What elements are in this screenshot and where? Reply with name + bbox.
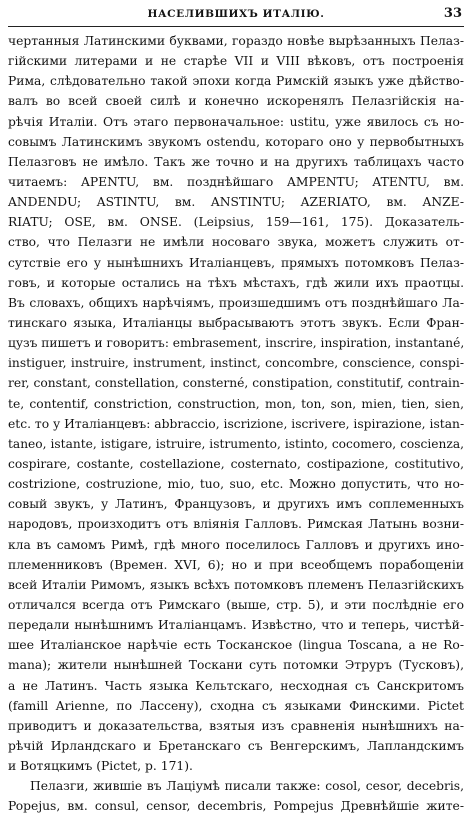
- text-line: rer, constant, constellation, consterné, constipation, constitutif, contrain-: [8, 376, 464, 391]
- text-line: читаемъ: APENTU, вм. позднѣйшаго AMPENTU; ATENTU, вм.: [8, 174, 464, 189]
- text-line: Пелазги, жившіе въ Лаціумѣ писали также: cosol, cesor, decebris,: [30, 779, 464, 794]
- text-line: тинскаго языка, Италіанцы выбрасываютъ этотъ звукъ. Если Фран-: [8, 315, 464, 330]
- text-line: отличался всегда отъ Римскаго (выше, стр. 5), и эти послѣдніе его: [8, 597, 464, 612]
- text-line: и Вотяцкимъ (Pictet, p. 171).: [8, 759, 193, 774]
- text-line: говъ, и которые остались на тѣхъ мѣстахъ, гдѣ жили ихъ праотцы.: [8, 275, 464, 290]
- text-line: сутствіе его у нынѣшнихъ Италіанцевъ, прямыхъ потомковъ Пелаз-: [8, 255, 464, 270]
- text-line: etc. то у Италіанцевъ: abbraccio, iscrizione, iscrivere, ispirazione, istan-: [8, 416, 465, 431]
- text-line: а не Латинъ. Часть языка Кельтскаго, несходная съ Санскритомъ: [8, 678, 464, 693]
- text-line: ство, что Пелазги не имѣли носоваго звука, можетъ служить от-: [8, 235, 464, 250]
- page-number: 33: [443, 6, 462, 21]
- text-line: чертанныя Латинскими буквами, гораздо новѣе вырѣзанныхъ Пелаз-: [8, 34, 464, 48]
- text-line: Въ словахъ, общихъ нарѣчіямъ, произшедшимъ отъ позднѣйшаго Ла-: [8, 295, 464, 310]
- text-line: племенниковъ (Времен. XVI, 6); но и при всеобщемъ порабощеніи: [8, 557, 464, 572]
- text-line: народовъ, произходитъ отъ вліянія Галловъ. Римская Латынь возни-: [8, 517, 464, 532]
- text-line: совый звукъ, у Латинъ, Французовъ, и другихъ имъ соплеменныхъ: [8, 497, 464, 512]
- text-line: приводитъ и доказательства, взятыя изъ сравненія нынѣшнихъ на-: [8, 718, 464, 733]
- text-line: instiguer, instruire, instrument, instinct, concombre, conscience, conspi-: [8, 356, 464, 371]
- text-line: cospirare, costante, costellazione, costernato, costipazione, costitutivo,: [8, 456, 464, 471]
- text-line: шее Италіанское нарѣчіе есть Тосканское (lingua Toscana, a не Ro-: [8, 638, 464, 653]
- body-text: [8, 31, 464, 816]
- running-title: НАСЕЛИВШИХЪ ИТАЛІЮ.: [147, 8, 325, 20]
- text-line: всей Италіи Римомъ, языкъ всѣхъ потомковъ племенъ Пелазгійскихъ: [8, 577, 464, 592]
- text-line: te, contentif, constriction, construction, mon, ton, son, mien, tien, sien,: [8, 396, 464, 411]
- text-line: taneo, istante, istigare, istruire, istrumento, istinto, cocomero, coscienza,: [8, 436, 464, 451]
- text-line: ANDENDU; ASTINTU, вм. ANSTINTU; AZERIATO, вм. ANZE-: [8, 195, 464, 210]
- running-head: [0, 6, 472, 26]
- text-line: совымъ Латинскимъ звукомъ ostendu, которaго оно у первобытныхъ: [8, 134, 464, 149]
- text-line: передали нынѣшнимъ Италіанцамъ. Извѣстно, что и теперь, чистѣй-: [8, 618, 464, 633]
- text-line: рѣчія Италіи. Отъ этаго первоначальное: ustitu, уже явилось съ но-: [8, 114, 464, 129]
- text-line: Popejus, вм. consul, censor, decembris, Pompejus Древнѣйшіе жите-: [8, 799, 464, 814]
- text-line: Рима, слѣдовательно такой эпохи когда Римскій языкъ уже дѣйство-: [8, 74, 464, 89]
- text-line: (famill Arienne, по Лассену), сходна съ языками Финскими. Pictet: [8, 698, 464, 713]
- text-line: гійскими литерами и не старѣе VII и VIII вѣковъ, отъ построенія: [8, 54, 464, 69]
- header-rule: [8, 26, 464, 27]
- text-line: mana); жители нынѣшней Тоскани суть потомки Этруръ (Тусковъ),: [8, 658, 464, 673]
- text-line: рѣчій Ирландскаго и Бретанскаго съ Венгерскимъ, Лапландскимъ: [8, 738, 464, 753]
- text-line: costrizione, costruzione, mio, tuo, suo, etc. Можно допустить, что но-: [8, 477, 464, 492]
- text-line: Пелазговъ не имѣло. Такъ же точно и на другихъ таблицахъ часто: [8, 154, 464, 169]
- text-line: кла въ самомъ Римѣ, гдѣ много поселилось Галловъ и другихъ ино-: [8, 537, 464, 552]
- text-line: валъ во всей своей силѣ и конечно искоренялъ Пелазгійскія на-: [8, 94, 464, 109]
- text-line: цузъ пишетъ и говоритъ: embrasement, inscrire, inspiration, instantané,: [8, 336, 465, 351]
- text-line: RIATU; OSE, вм. ONSE. (Leipsius, 159—161, 175). Доказатель-: [8, 215, 464, 230]
